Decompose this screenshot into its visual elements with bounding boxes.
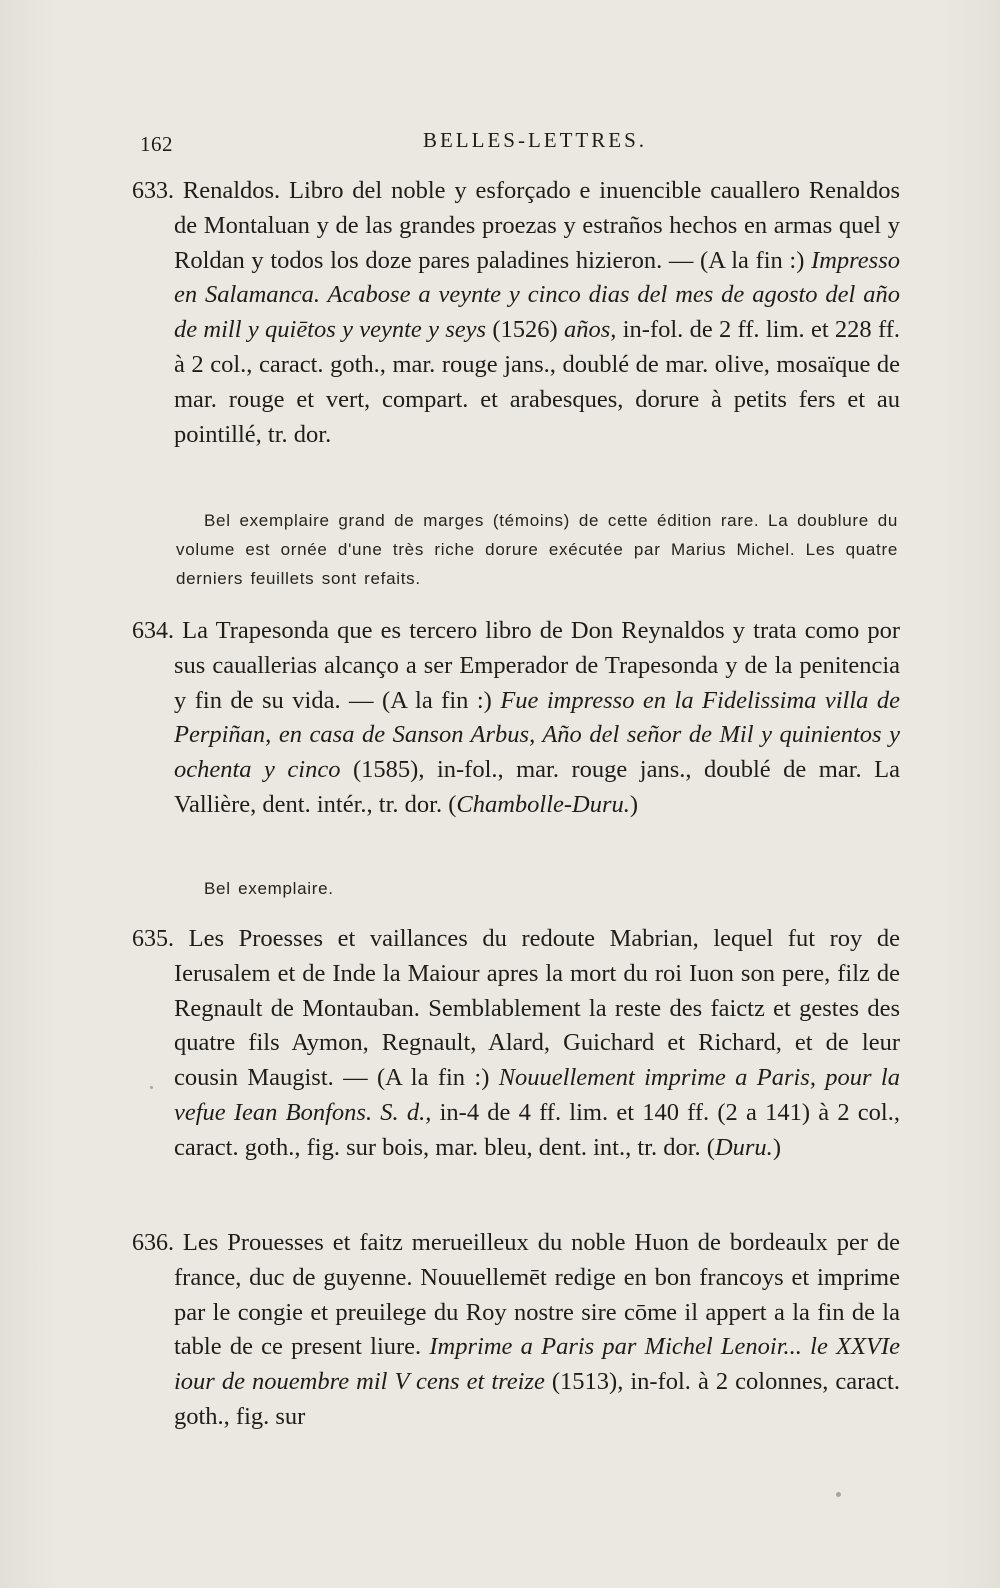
entry-note-634: Bel exemplaire. — [204, 879, 334, 898]
entry-collation: (1585), in-fol., mar. rouge jans., doublé de mar. La Vallière, dent. intér., tr. dor. ( — [174, 756, 900, 818]
entry-collation: (1513), in-fol. à 2 colonnes, caract. goth., fig. sur — [174, 1368, 900, 1430]
entry-text-end: ) — [629, 790, 639, 818]
entry-binder-italic: Duru. — [714, 1133, 773, 1161]
paper-speck — [836, 1492, 841, 1497]
entry-collation: in-4 de 4 ff. lim. et 140 ff. (2 a 141) à 2 col., caract. goth., fig. sur bois, mar. bleu, dent. int., tr. dor. ( — [174, 1098, 900, 1161]
catalog-entry-636 — [132, 1226, 900, 1435]
entry-collation: in-fol. de 2 ff. lim. et 228 ff. à 2 col., caract. goth., mar. rouge jans., doublé de mar. olive, mosaïque de mar. rouge et vert, compart. et arabesques, dorure à petits fers et au pointillé, tr. dor. — [174, 316, 900, 448]
entry-imprint-italic: Fue impresso en la Fidelissima villa de Perpiñan, en casa de Sanson Arbus, Año del señor de Mil y quinientos y ochenta y cinco — [174, 686, 901, 784]
entry-text-date: (1526) — [486, 316, 565, 344]
running-head — [140, 128, 900, 158]
catalog-entry-633 — [132, 174, 900, 452]
entry-number: 633. — [132, 178, 174, 204]
catalog-entry-634 — [132, 614, 900, 823]
entry-italic: años, — [564, 316, 617, 344]
entry-text: Les Proesses et vaillances du redoute Mabrian, lequel fut roy de Ierusalem et de Inde la Maiour apres la mort du roi Iuon son pere, filz de Regnault de Montauban. Semblablement la reste des faictz et gestes des quatre fils Aymon, Regnault, Alard, Guichard et Richard, et de leur cousin Maugist. — (A la fin :) — [174, 925, 901, 1092]
entry-imprint-italic: Nouuellement imprime a Paris, pour la vefue Iean Bonfons. S. d., — [174, 1064, 900, 1126]
entry-number: 635. — [132, 926, 174, 952]
entry-number: 634. — [132, 618, 174, 644]
entry-text-end: ) — [772, 1133, 781, 1161]
catalog-entry-635 — [132, 922, 900, 1166]
entry-text: Renaldos. Libro del noble y esforçado e inuencible cauallero Renaldos de Montaluan y de las grandes proezas y estraños hechos en armas quel y Roldan y todos los doze pares paladines hizieron. — (A la fin :) — [174, 177, 900, 274]
paper-speck — [150, 1086, 153, 1089]
entry-number: 636. — [132, 1230, 174, 1256]
entry-text: La Trapesonda que es tercero libro de Don Reynaldos y trata como por sus cauallerias alcanço a ser Emperador de Trapesonda y de la penitencia y fin de su vida. — (A la fin :) — [174, 617, 901, 714]
entry-imprint-italic: Impresso en Salamanca. Acabose a veynte y cinco dias del mes de agosto del año de mill y quiētos y veynte y seys — [174, 246, 900, 344]
entry-note-633: Bel exemplaire grand de marges (témoins) de cette édition rare. La doublure du volume est ornée d'une très riche dorure exécutée par Marius Michel. Les quatre derniers feuillets sont refaits. — [176, 511, 898, 588]
running-title: BELLES-LETTRES. — [422, 128, 648, 152]
entry-text: Les Prouesses et faitz merueilleux du noble Huon de bordeaulx per de france, duc de guyenne. Nouuellemēt redige en bon francoys et imprime par le congie et preuilege du Roy nostre sire cōme il appert a la fin de la table de ce present liure. — [174, 1229, 901, 1361]
page-number: 162 — [140, 132, 173, 156]
entry-imprint-italic: Imprime a Paris par Michel Lenoir... le XXVIe iour de nouembre mil V cens et treize — [174, 1333, 900, 1396]
entry-binder-italic: Chambolle-Duru. — [456, 790, 630, 818]
